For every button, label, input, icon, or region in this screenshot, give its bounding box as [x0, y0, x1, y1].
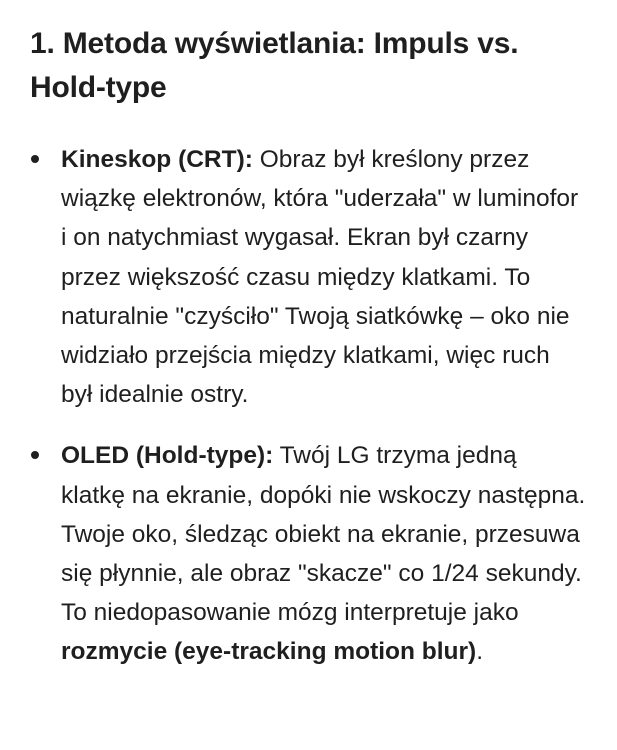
item-term-crt: Kineskop (CRT): [61, 146, 253, 173]
item-text-oled: Twój LG trzyma jedną klatkę na ekranie, dopóki nie wskoczy następna. Twoje oko, śledząc obiekt na ekranie, przesuwa się płynnie, ale obraz "skacze" co 1/24 sekundy. To niedopasowanie mózg interpretuje jako [61, 442, 586, 627]
bullet-dot-icon [31, 155, 39, 163]
list-item-crt [30, 140, 587, 414]
bullet-dot-icon [31, 451, 39, 459]
bullet-list [30, 140, 587, 672]
item-term-oled: OLED (Hold-type): [61, 442, 274, 470]
section-heading: 1. Metoda wyświetlania: Impuls vs. Hold-type [30, 27, 519, 104]
list-item-oled [30, 436, 587, 671]
item-emphasis-oled: rozmycie (eye-tracking motion blur) [61, 638, 477, 666]
item-suffix-oled: . [476, 638, 484, 666]
item-text-crt: Obraz był kreślony przez wiązkę elektronów, która "uderzała" w luminofor i on natychmiast wygasał. Ekran był czarny przez większość czasu między klatkami. To naturalnie "czyściło" Twoją siatkówkę – oko nie widziało przejścia między klatkami, więc ruch był idealnie ostry. [61, 146, 579, 409]
